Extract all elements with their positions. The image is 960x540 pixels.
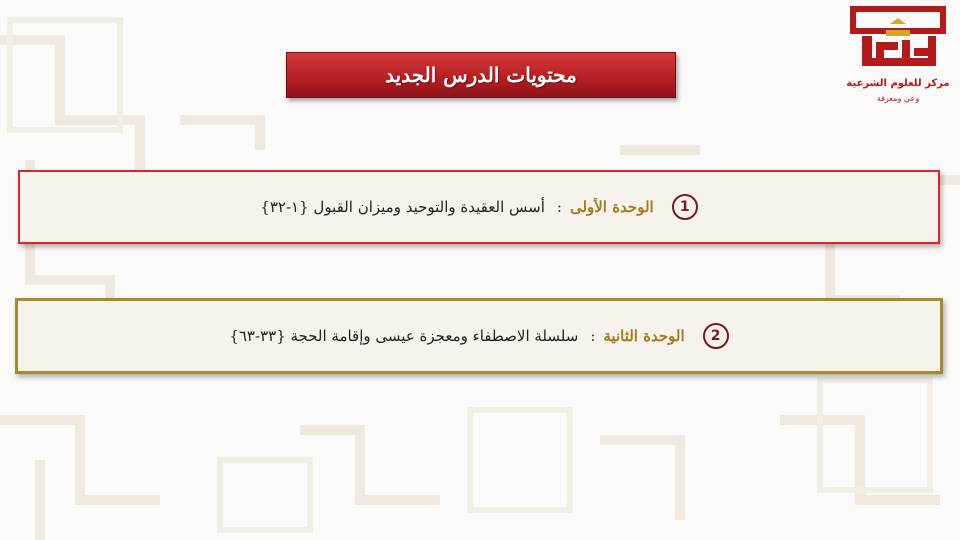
unit-number-badge: 2 — [703, 323, 729, 349]
unit-card-2[interactable] — [15, 298, 943, 374]
unit-line — [260, 194, 697, 220]
unit-colon: : — [590, 327, 596, 345]
unit-line — [229, 323, 728, 349]
unit-label: الوحدة الثانية — [603, 327, 685, 345]
logo-mark-icon — [846, 6, 950, 68]
unit-colon: : — [556, 198, 562, 216]
unit-description: أسس العقيدة والتوحيد وميزان القبول {١-٣٢} — [260, 198, 545, 216]
unit-number-badge: 1 — [672, 194, 698, 220]
title-banner — [286, 52, 676, 98]
unit-card-1[interactable] — [18, 170, 940, 244]
brand-logo — [838, 6, 958, 110]
logo-subtitle: مركز للعلوم الشرعية — [846, 78, 950, 89]
unit-label: الوحدة الأولى — [569, 198, 654, 216]
logo-tagline: وعي ومعرفة — [876, 94, 920, 103]
page-title: محتويات الدرس الجديد — [385, 63, 577, 87]
unit-description: سلسلة الاصطفاء ومعجزة عيسى وإقامة الحجة {٣٣-٦٣} — [229, 327, 579, 345]
